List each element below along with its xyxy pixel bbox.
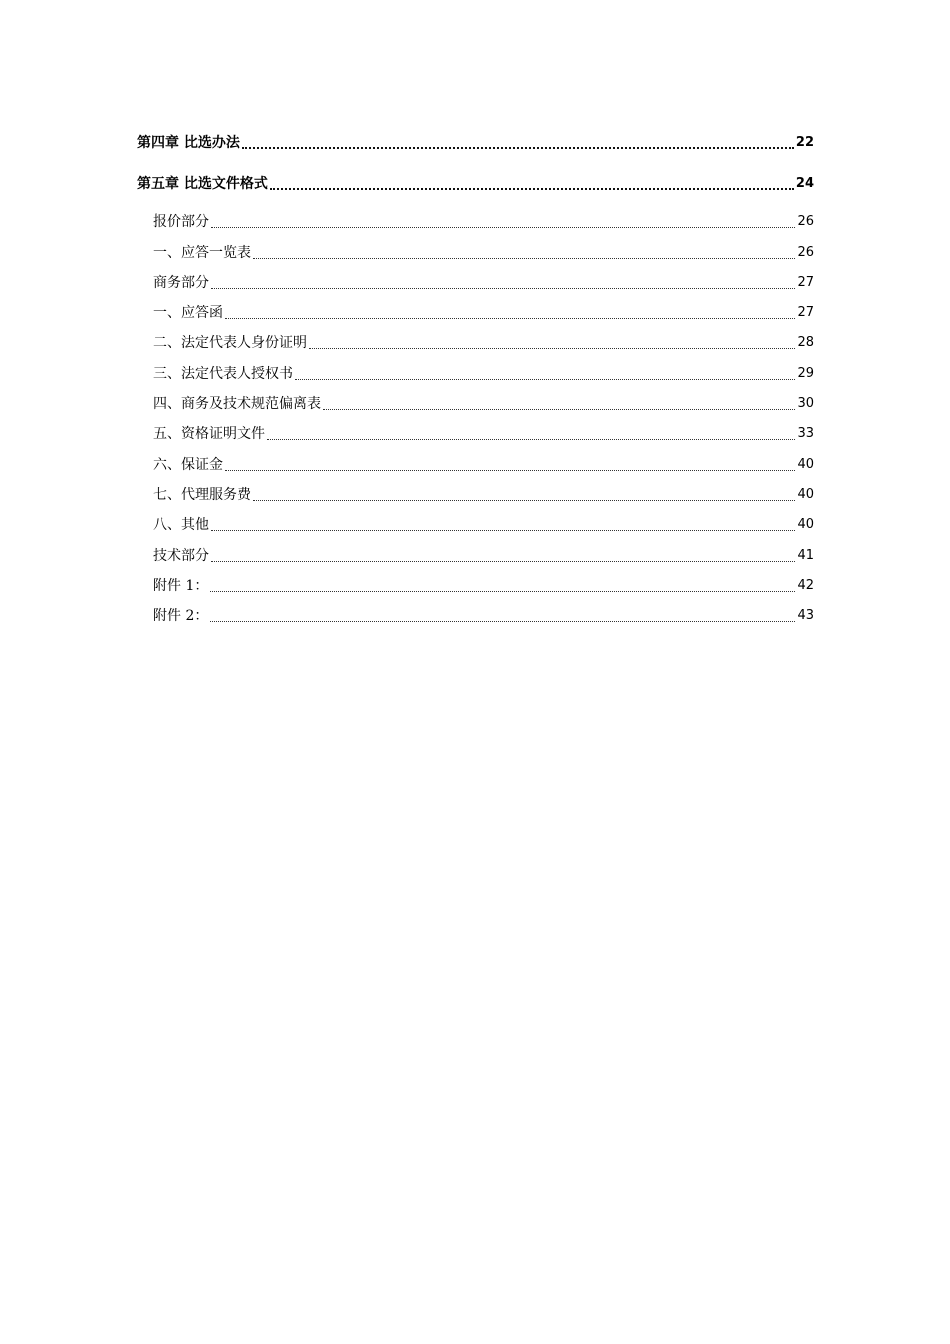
toc-entry-title: 技术部分	[153, 547, 209, 564]
toc-page-number: 30	[797, 396, 814, 412]
toc-entry[interactable]	[137, 233, 814, 263]
toc-dot-leader	[225, 470, 795, 471]
toc-entry[interactable]	[137, 324, 814, 354]
toc-chapter-4[interactable]	[137, 130, 814, 154]
toc-entry-title: 四、商务及技术规范偏离表	[153, 396, 321, 413]
toc-entry-title: 三、法定代表人授权书	[153, 365, 293, 382]
toc-page-number: 29	[797, 365, 814, 381]
toc-page-number: 40	[797, 517, 814, 533]
toc-dot-leader	[211, 530, 795, 531]
toc-entry[interactable]	[137, 264, 814, 294]
toc-page-number: 28	[797, 335, 814, 351]
toc-entry[interactable]	[137, 567, 814, 597]
toc-page-number: 43	[797, 608, 814, 624]
toc-entry-title: 一、应答函	[153, 305, 223, 322]
toc-entry[interactable]	[137, 294, 814, 324]
toc-page-number: 26	[797, 214, 814, 230]
toc-dot-leader	[309, 348, 795, 349]
toc-chapter-5[interactable]	[137, 171, 814, 195]
toc-dot-leader	[211, 288, 795, 289]
toc-dot-leader	[242, 147, 794, 149]
toc-dot-leader	[211, 227, 795, 228]
toc-page-number: 33	[797, 426, 814, 442]
toc-entry[interactable]	[137, 506, 814, 536]
toc-dot-leader	[211, 561, 795, 562]
toc-page-number: 27	[797, 274, 814, 290]
table-of-contents	[137, 130, 814, 627]
toc-entry-title: 六、保证金	[153, 456, 223, 473]
toc-entry-title: 报价部分	[153, 214, 209, 231]
toc-page-number: 24	[795, 176, 814, 191]
toc-page-number: 42	[797, 577, 814, 593]
toc-dot-leader	[253, 500, 795, 501]
toc-entry-title: 商务部分	[153, 274, 209, 291]
toc-entry[interactable]	[137, 476, 814, 506]
toc-entry[interactable]	[137, 536, 814, 566]
toc-dot-leader	[267, 439, 795, 440]
toc-dot-leader	[270, 188, 794, 190]
toc-entry-title: 一、应答一览表	[153, 244, 251, 261]
toc-dot-leader	[323, 409, 795, 410]
toc-dot-leader	[210, 621, 795, 622]
toc-chapter-title: 第五章 比选文件格式	[137, 176, 268, 192]
toc-entry-title: 八、其他	[153, 517, 209, 534]
toc-chapter-title: 第四章 比选办法	[137, 135, 240, 151]
toc-entry-title: 附件 2：	[153, 608, 209, 625]
toc-page-number: 41	[797, 547, 814, 563]
toc-entry-title: 附件 1：	[153, 577, 209, 594]
toc-entry[interactable]	[137, 203, 814, 233]
toc-entry[interactable]	[137, 597, 814, 627]
toc-entry[interactable]	[137, 415, 814, 445]
toc-dot-leader	[295, 379, 795, 380]
toc-entry-title: 五、资格证明文件	[153, 426, 265, 443]
toc-entry[interactable]	[137, 354, 814, 384]
toc-entry[interactable]	[137, 445, 814, 475]
toc-dot-leader	[210, 591, 795, 592]
toc-page-number: 26	[797, 244, 814, 260]
toc-page-number: 40	[797, 486, 814, 502]
toc-dot-leader	[253, 258, 795, 259]
toc-entry-title: 七、代理服务费	[153, 486, 251, 503]
toc-page-number: 40	[797, 456, 814, 472]
toc-page-number: 27	[797, 305, 814, 321]
toc-dot-leader	[225, 318, 795, 319]
toc-entry-title: 二、法定代表人身份证明	[153, 335, 307, 352]
toc-page-number: 22	[795, 135, 814, 150]
toc-entry[interactable]	[137, 385, 814, 415]
